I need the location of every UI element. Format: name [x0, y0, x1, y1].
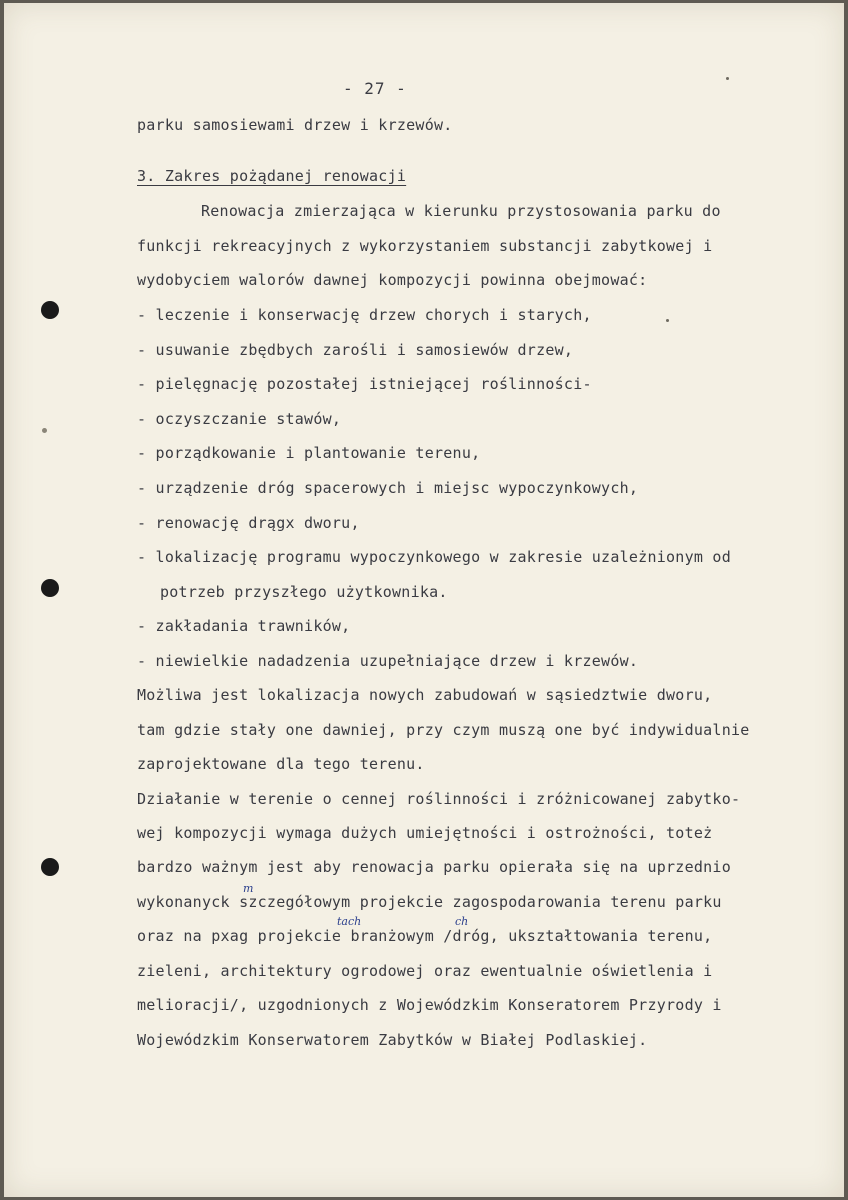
list-item: - urządzenie dróg spacerowych i miejsc wypoczynkowych,: [137, 479, 639, 497]
list-item: - pielęgnację pozostałej istniejącej roślinności-: [137, 375, 592, 393]
list-item: - zakładania trawników,: [137, 617, 351, 635]
text-line: wykonanyck szczegółowym projekcie zagospodarowania terenu parku: [137, 893, 722, 911]
punch-hole-middle: [41, 579, 59, 597]
list-item: - lokalizację programu wypoczynkowego w zakresie uzależnionym od: [137, 548, 731, 566]
text-line: Wojewódzkim Konserwatorem Zabytków w Białej Podlaskiej.: [137, 1031, 648, 1049]
list-item: - usuwanie zbędbych zarośli i samosiewów drzew,: [137, 341, 574, 359]
paper-speck: [666, 319, 669, 322]
text-line: Możliwa jest lokalizacja nowych zabudowań w sąsiedztwie dworu,: [137, 686, 713, 704]
text-line: bardzo ważnym jest aby renowacja parku opierała się na uprzednio: [137, 858, 731, 876]
handwritten-superscript-m: m: [243, 882, 254, 895]
punch-hole-top: [41, 301, 59, 319]
text-line: wydobyciem walorów dawnej kompozycji powinna obejmować:: [137, 271, 648, 289]
handwritten-tach: tach: [337, 915, 362, 928]
document-page: [4, 3, 844, 1197]
text-line: zaprojektowane dla tego terenu.: [137, 755, 425, 773]
section-heading: 3. Zakres pożądanej renowacji: [137, 167, 407, 185]
page-number: - 27 -: [343, 79, 407, 98]
list-item: - porządkowanie i plantowanie terenu,: [137, 444, 481, 462]
paper-speck: [726, 77, 729, 80]
text-line: Renowacja zmierzająca w kierunku przystosowania parku do: [201, 202, 721, 220]
text-line: Działanie w terenie o cennej roślinności i zróżnicowanej zabytko-: [137, 790, 741, 808]
text-line: parku samosiewami drzew i krzewów.: [137, 116, 453, 134]
punch-hole-small: [42, 428, 47, 433]
list-item: - renowację drągx dworu,: [137, 514, 360, 532]
punch-hole-bottom: [41, 858, 59, 876]
handwritten-ch: ch: [455, 915, 469, 928]
text-line: zieleni, architektury ogrodowej oraz ewentualnie oświetlenia i: [137, 962, 713, 980]
text-line: tam gdzie stały one dawniej, przy czym muszą one być indywidualnie: [137, 721, 750, 739]
text-line: wej kompozycji wymaga dużych umiejętności i ostrożności, toteż: [137, 824, 713, 842]
list-item: - niewielkie nadadzenia uzupełniające drzew i krzewów.: [137, 652, 639, 670]
text-line: melioracji/, uzgodnionych z Wojewódzkim Konseratorem Przyrody i: [137, 996, 722, 1014]
list-item: - oczyszczanie stawów,: [137, 410, 342, 428]
list-item: - leczenie i konserwację drzew chorych i starych,: [137, 306, 592, 324]
text-line: funkcji rekreacyjnych z wykorzystaniem substancji zabytkowej i: [137, 237, 713, 255]
text-line: oraz na pxag projekcie branżowym /dróg, ukształtowania terenu,: [137, 927, 713, 945]
list-item-continuation: potrzeb przyszłego użytkownika.: [160, 583, 448, 601]
